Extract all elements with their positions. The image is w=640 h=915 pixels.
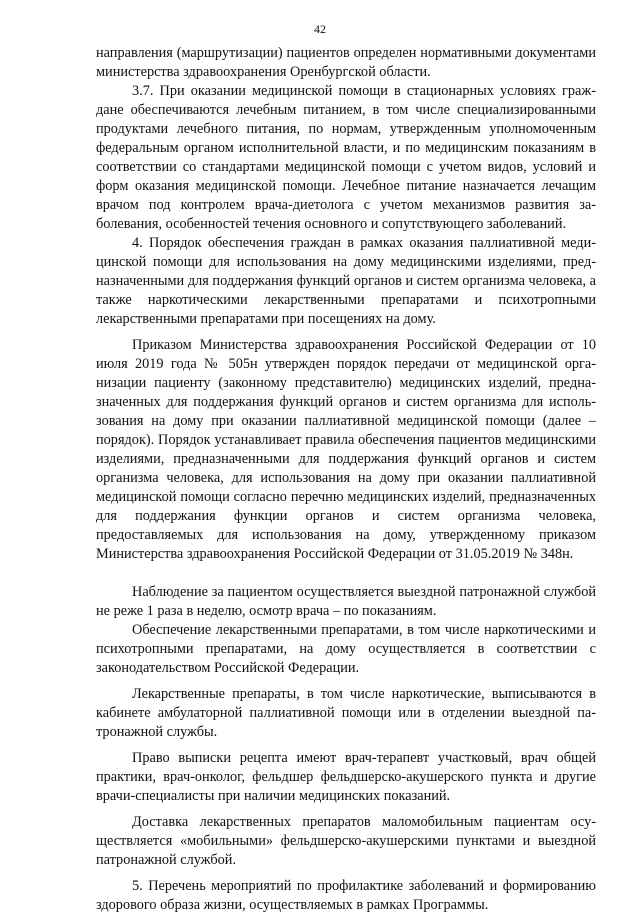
page-number: 42: [314, 22, 326, 36]
paragraph-routing-continuation: направления (маршрутизации) пациентов определен нормативными документами министерства здравоохранения Оренбургской области.: [96, 45, 596, 80]
paragraph-order-505n: Приказом Министерства здравоохранения Российской Федерации от 10 июля 2019 года № 505н утвержден порядок передачи от медицинской организации пациенту (законному представителю) медицинских изделий, предназначенных для поддержания функций органов и систем организма для использования на дому при оказании паллиативной медицинской помощи (далее – порядок). Порядок устанавливает правила обеспечения пациентов медицинскими изделиями, предназначенными для поддержания функций органов и систем организма человека, для использования на дому при оказании паллиативной медицинской помощи согласно перечню медицинских изделий, предназначенных для поддержания функции органов и систем организма человека, предоставляемых для использования на дому, утвержденному приказом Министерства здравоохранения Российской Федерации от 31.05.2019 № 348н.: [96, 337, 596, 562]
paragraph-prescription-rights: Право выписки рецепта имеют врач-терапевт участковый, врач общей практики, врач-онколог, фельдшер фельдшерско-акушерского пункта и другие врачи-специалисты при наличии медицинских показаний.: [96, 750, 596, 804]
paragraph-prescription-location: Лекарственные препараты, в том числе наркотические, выписываются в кабинете амбулаторной паллиативной помощи или в отделении выездной патронажной службы.: [96, 686, 596, 740]
paragraph-5-prevention-heading: 5. Перечень мероприятий по профилактике заболеваний и формированию здорового образа жизни, осуществляемых в рамках Программы.: [96, 878, 596, 913]
paragraph-4-palliative-care-heading: 4. Порядок обеспечения граждан в рамках оказания паллиативной медицинской помощи для использования на дому медицинскими изделиями, предназначенными для поддержания функций органов и систем организма человека, а также наркотическими лекарственными препаратами и психотропными лекарственными препаратами при посещениях на дому.: [96, 235, 596, 327]
document-body: [96, 44, 596, 915]
paragraph-drug-provision: Обеспечение лекарственными препаратами, в том числе наркотическими и психотропными препаратами, на дому осуществляется в соответствии с законодательством Российской Федерации.: [96, 622, 596, 676]
paragraph-3-7-therapeutic-nutrition: 3.7. При оказании медицинской помощи в стационарных условиях граждане обеспечиваются лечебным питанием, в том числе специализированными продуктами лечебного питания, по нормам, утвержденным уполномоченным федеральным органом исполнительной власти, и по медицинским показаниям в соответствии со стандартами медицинской помощи с учетом видов, условий и форм оказания медицинской помощи. Лечебное питание назначается лечащим врачом под контролем врача-диетолога с учетом механизмов развития заболевания, особенностей течения основного и сопутствующего заболеваний.: [96, 83, 596, 232]
paragraph-patient-observation: Наблюдение за пациентом осуществляется выездной патронажной службой не реже 1 раза в неделю, осмотр врача – по показаниям.: [96, 584, 596, 619]
paragraph-drug-delivery: Доставка лекарственных препаратов маломобильным пациентам осуществляется «мобильными» фельдшерско-акушерскими пунктами и выездной патронажной службой.: [96, 814, 596, 868]
